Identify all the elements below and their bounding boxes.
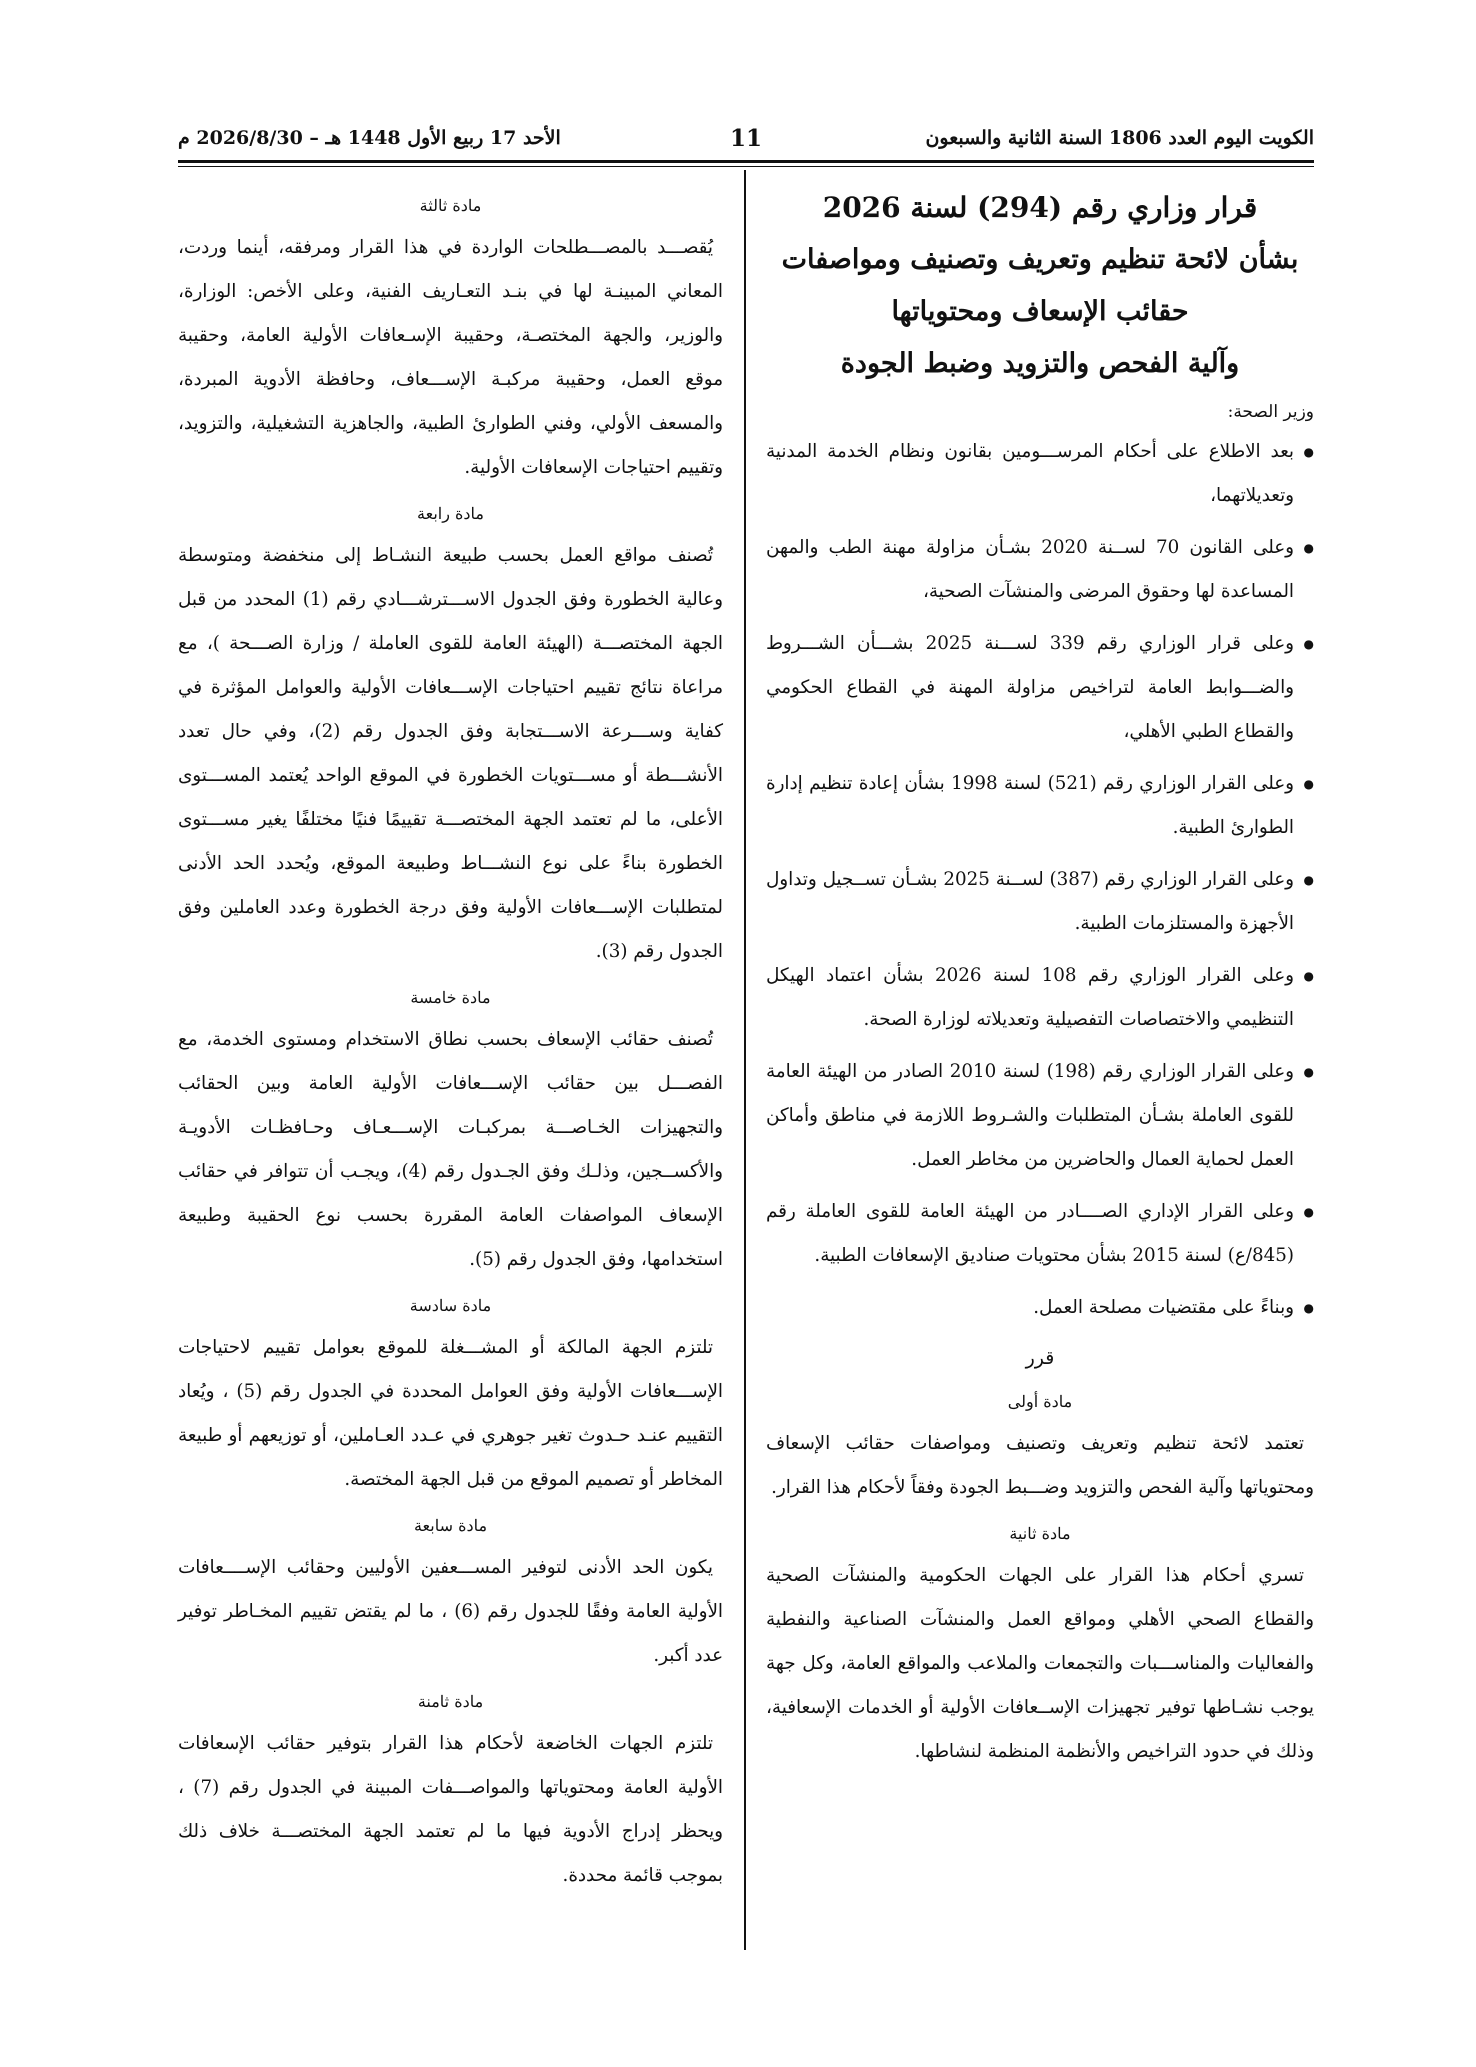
article-title: مادة سابعة	[413, 1516, 488, 1535]
recital-item: ● وعلى القرار الوزاري رقم 108 لسنة 2026 بشأن اعتماد الهيكل التنظيمي والاختصاصات التفصيلية وتعديلاته لوزارة الصحة.	[766, 954, 1314, 1042]
article-title: مادة ثالثة	[419, 196, 482, 215]
recital-item: ● وعلى القرار الوزاري رقم (198) لسنة 2010 الصادر من الهيئة العامة للقوى العاملة بشـأن المتطلبات والشـروط اللازمة في مناطق وأماكن العمل لحماية العمال والحاضرين من مخاطر العمل.	[766, 1050, 1314, 1182]
recital-item: ● وبناءً على مقتضيات مصلحة العمل.	[766, 1286, 1314, 1330]
header-rule-thin	[178, 166, 1314, 167]
column-divider	[744, 170, 746, 1950]
article-title: مادة سادسة	[409, 1296, 492, 1315]
recital-item: ● بعد الاطلاع على أحكام المرســـومين بقانون ونظام الخدمة المدنية وتعديلاتهما،	[766, 430, 1314, 518]
decision-subject-line-1: بشأن لائحة تنظيم وتعريف وتصنيف ومواصفات	[781, 244, 1299, 275]
article-title: مادة خامسة	[410, 988, 491, 1007]
recitals-list	[766, 430, 1314, 1330]
recital-item: ● وعلى القرار الوزاري رقم (387) لســنة 2025 بشـأن تســجيل وتداول الأجهزة والمستلزمات الطبية.	[766, 858, 1314, 946]
running-header	[178, 118, 1314, 158]
decision-subject-line-2: حقائب الإسعاف ومحتوياتها	[891, 296, 1189, 327]
article-text: يكون الحد الأدنى لتوفير المســـعفين الأوليين وحقائب الإســــعافات الأولية العامة وفقًا للجدول رقم (6) ، ما لم يقتض تقييم المخـاطر توفير عدد أكبر.	[178, 1557, 723, 1666]
article-text: يُقصـــد بالمصـــطلحات الواردة في هذا القرار ومرفقه، أينما وردت، المعاني المبينـة لها في بنـد التعـاريف الفنية، وعلى الأخص: الوزارة، والوزير، والجهة المختصـة، وحقيبة الإسـعافات الأولية العامة، وحقيبة موقع العمل، وحقيبة مركبـة الإســـعاف، وحافظة الأدوية المبردة، والمسعف الأولي، وفني الطوارئ الطبية، والجاهزية التشغيلية، والتزويد، وتقييم احتياجات الإسعافات الأولية.	[178, 237, 723, 478]
issuer-line: وزير الصحة:	[1227, 402, 1314, 422]
header-rule-thick	[178, 160, 1314, 163]
left-column	[178, 182, 723, 1902]
recital-item: ● وعلى القانون 70 لســنة 2020 بشـأن مزاولة مهنة الطب والمهن المساعدة لها وحقوق المرضى والمنشآت الصحية،	[766, 526, 1314, 614]
recital-item: ● وعلى قرار الوزاري رقم 339 لســـنة 2025 بشـــأن الشـــروط والضـــوابط العامة لتراخيص مزاولة المهنة في القطاع الحكومي والقطاع الطبي الأهلي،	[766, 622, 1314, 754]
article-text: تعتمد لائحة تنظيم وتعريف وتصنيف ومواصفات حقائب الإسعاف ومحتوياتها وآلية الفحص والتزويد وضـــبط الجودة وفقاً لأحكام هذا القرار.	[766, 1433, 1314, 1498]
article-title: مادة ثامنة	[417, 1692, 484, 1711]
article-title: مادة ثانية	[1009, 1524, 1071, 1543]
decision-title: قرار وزاري رقم (294) لسنة 2026	[822, 191, 1258, 224]
article-text: تُصنف مواقع العمل بحسب طبيعة النشـاط إلى منخفضة ومتوسطة وعالية الخطورة وفق الجدول الاســـترشـــادي رقم (1) المحدد من قبل الجهة المختصـــة (الهيئة العامة للقوى العاملة / وزارة الصـــحة )، مع مراعاة نتائج تقييم احتياجات الإســـعافات الأولية والعوامل المؤثرة في كفاية وســـرعة الاســـتجابة وفق الجدول رقم (2)، وفي حال تعدد الأنشـــطة أو مســـتويات الخطورة في الموقع الواحد يُعتمد المســـتوى الأعلى، ما لم تعتمد الجهة المختصـــة تقييمًا فنيًا مختلفًا يغير مســـتوى الخطورة بناءً على نوع النشـــاط وطبيعة الموقع، ويُحدد الحد الأدنى لمتطلبات الإســـعافات الأولية وفق درجة الخطورة وعدد العاملين وفق الجدول رقم (3).	[178, 545, 723, 962]
page-number: 11	[729, 124, 763, 152]
decided-heading: قرر	[1025, 1347, 1055, 1369]
article-title: مادة رابعة	[417, 504, 484, 523]
article-text: تُصنف حقائب الإسعاف بحسب نطاق الاستخدام ومستوى الخدمة، مع الفصـــل بين حقائب الإســـعافات الأولية العامة وبين الحقائب والتجهيزات الخـاصـــة بمركبـات الإســـعـاف وحـافظـات الأدويـة والأكســجين، وذلـك وفق الجـدول رقم (4)، ويجـب أن تتوافر في حقائب الإسعاف المواصفات العامة المقررة بحسب نوع الحقيبة وطبيعة استخدامها، وفق الجدول رقم (5).	[178, 1029, 723, 1270]
article-text: تلتزم الجهة المالكة أو المشـــغلة للموقع بعوامل تقييم لاحتياجات الإســـعافات الأولية وفق العوامل المحددة في الجدول رقم (5) ، ويُعاد التقييم عنـد حـدوث تغير جوهري في عـدد العـاملين، أو توزيعهم أو طبيعة المخاطر أو تصميم الموقع من قبل الجهة المختصة.	[178, 1337, 723, 1490]
article-text: تلتزم الجهات الخاضعة لأحكام هذا القرار بتوفير حقائب الإسعافات الأولية العامة ومحتوياتها والمواصـــفات المبينة في الجدول رقم (7) ، ويحظر إدراج الأدوية فيها ما لم تعتمد الجهة المختصـــة خلاف ذلك بموجب قائمة محددة.	[178, 1733, 723, 1886]
right-column	[766, 182, 1314, 1778]
header-date: الأحد 17 ربيع الأول 1448 هـ – 2026/8/30 م	[178, 127, 561, 149]
recital-item: ● وعلى القرار الوزاري رقم (521) لسنة 1998 بشأن إعادة تنظيم إدارة الطوارئ الطبية.	[766, 762, 1314, 850]
article-title: مادة أولى	[1007, 1392, 1073, 1411]
recital-item: ● وعلى القرار الإداري الصــــادر من الهيئة العامة للقوى العاملة رقم (845/ع) لسنة 2015 بشأن محتويات صناديق الإسعافات الطبية.	[766, 1190, 1314, 1278]
header-issue: الكويت اليوم العدد 1806 السنة الثانية والسبعون	[925, 127, 1314, 149]
article-text: تسري أحكام هذا القرار على الجهات الحكومية والمنشآت الصحية والقطاع الصحي الأهلي ومواقع العمل والمنشآت الصناعية والنفطية والفعاليات والمناســـبات والتجمعات والملاعب والمواقع العامة، وكل جهة يوجب نشـاطها توفير تجهيزات الإســعافات الأولية أو الخدمات الإسعافية، وذلك في حدود التراخيص والأنظمة المنظمة لنشاطها.	[766, 1565, 1314, 1762]
decision-subject-line-3: وآلية الفحص والتزويد وضبط الجودة	[840, 348, 1240, 379]
